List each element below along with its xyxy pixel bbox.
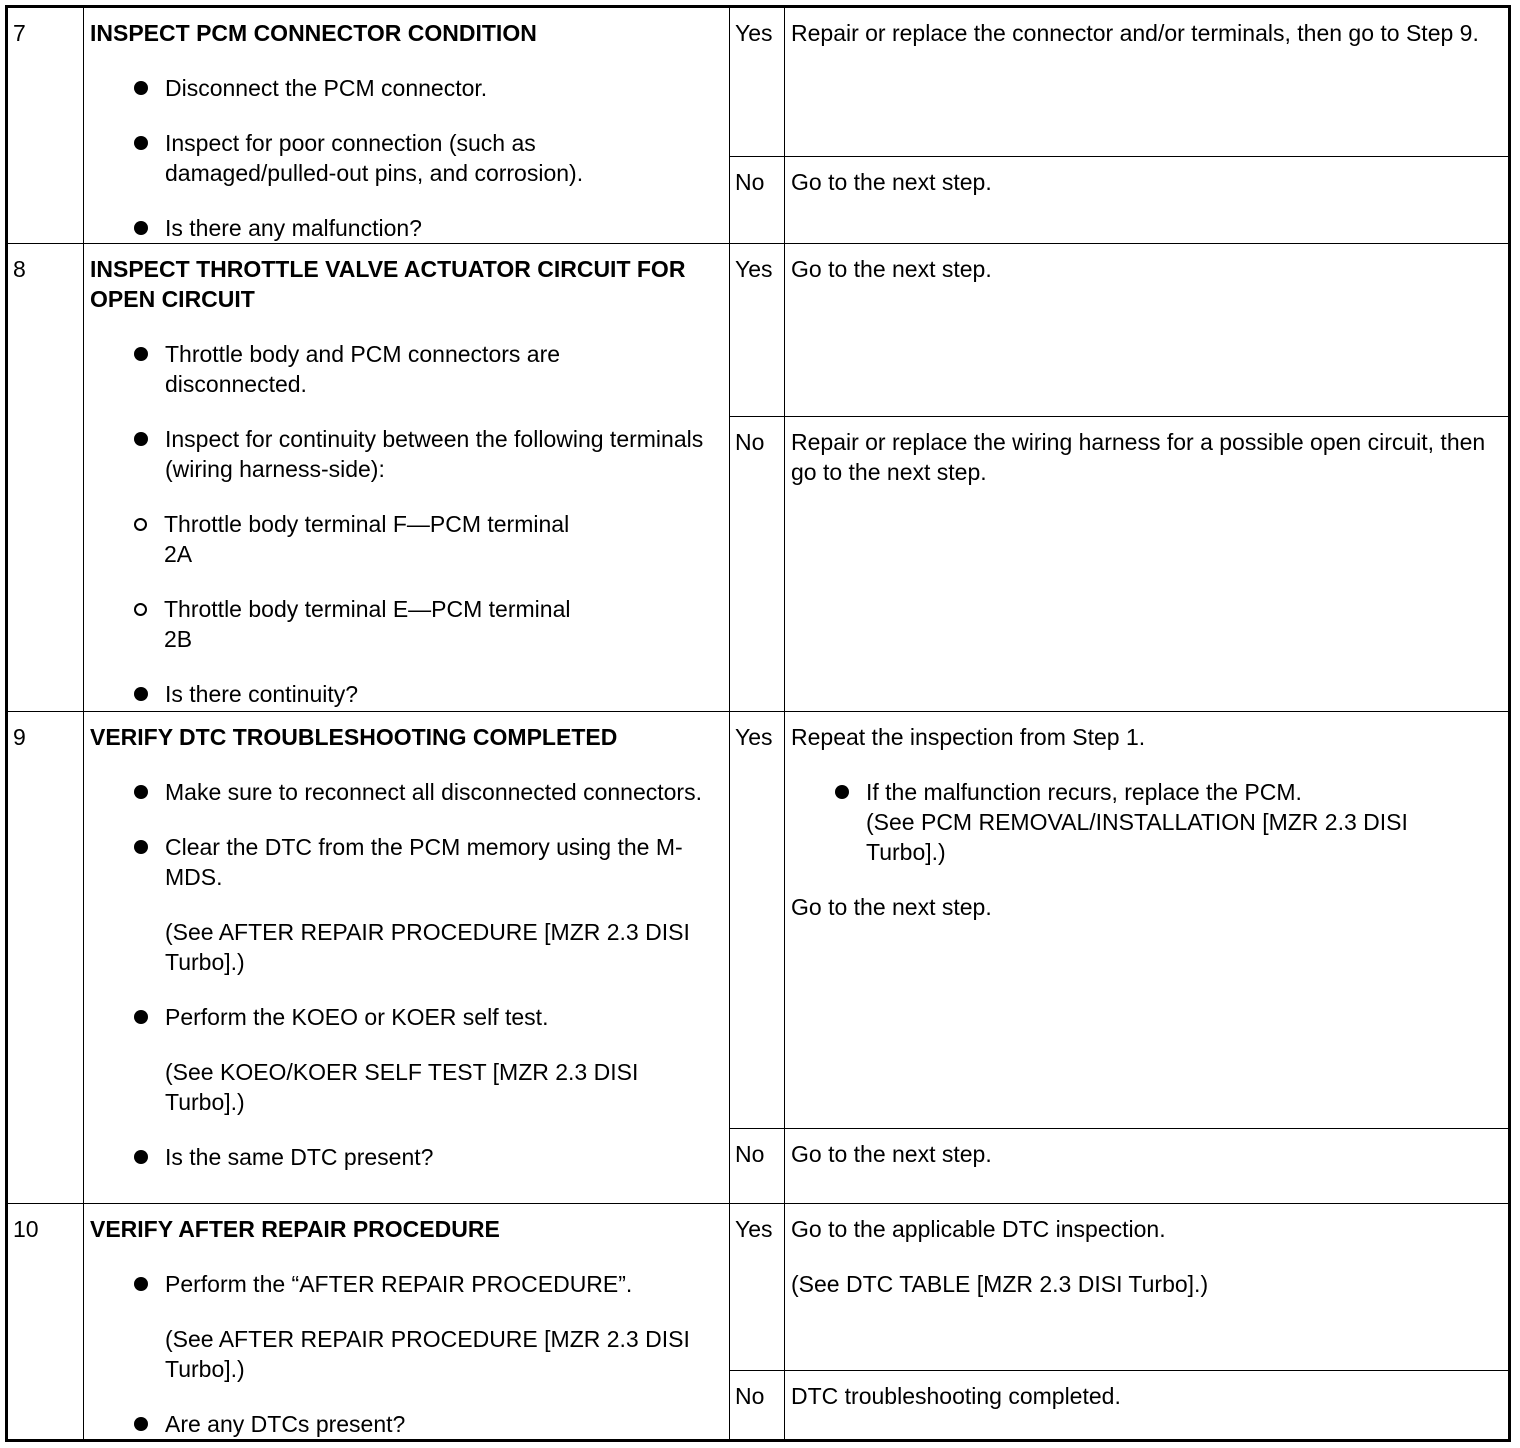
step-number: 8 [7, 244, 84, 712]
action-bullet: Throttle body and PCM connectors are disconnected. [90, 339, 725, 399]
step-title: VERIFY AFTER REPAIR PROCEDURE [90, 1216, 500, 1242]
step-9-yes-row [7, 712, 1510, 1129]
reference-note: (See AFTER REPAIR PROCEDURE [MZR 2.3 DISI Turbo].) [165, 919, 690, 975]
no-result-text: Go to the next step. [791, 169, 992, 195]
action-bullet: Disconnect the PCM connector. [90, 73, 725, 103]
yes-result-text: Repair or replace the connector and/or terminals, then go to Step 9. [791, 20, 1479, 46]
no-result [785, 1370, 1510, 1440]
yes-label: Yes [730, 244, 785, 417]
action-bullet [90, 424, 725, 654]
no-label: No [730, 157, 785, 244]
action-bullet: Are any DTCs present? [90, 1409, 725, 1439]
action-bullet [90, 1002, 725, 1117]
action-bullet-text: Perform the “AFTER REPAIR PROCEDURE”. [165, 1271, 633, 1297]
yes-result [785, 244, 1510, 417]
action-bullet: Is there any malfunction? [90, 213, 725, 243]
yes-label: Yes [730, 7, 785, 157]
reference-note: (See DTC TABLE [MZR 2.3 DISI Turbo].) [791, 1271, 1209, 1297]
no-result-text: DTC troubleshooting completed. [791, 1382, 1121, 1409]
step-number: 7 [7, 7, 84, 244]
result-bullet [791, 777, 1504, 867]
action-bullet-text: Perform the KOEO or KOER self test. [165, 1004, 549, 1030]
step-number: 9 [7, 712, 84, 1204]
action-bullet: Inspect for poor connection (such as damaged/pulled-out pins, and corrosion). [90, 128, 725, 188]
step-number: 10 [7, 1204, 84, 1441]
action-bullet: Make sure to reconnect all disconnected connectors. [90, 777, 725, 807]
no-label: No [730, 1129, 785, 1204]
yes-result-text: Repeat the inspection from Step 1. [791, 724, 1146, 750]
yes-result-text: Go to the applicable DTC inspection. [791, 1216, 1166, 1242]
no-result-text: Go to the next step. [791, 1141, 992, 1167]
reference-note: (See AFTER REPAIR PROCEDURE [MZR 2.3 DISI Turbo].) [165, 1326, 690, 1382]
step-10-yes-row [7, 1204, 1510, 1371]
result-bullet-text: If the malfunction recurs, replace the PCM. [866, 779, 1302, 805]
yes-result [785, 712, 1510, 1129]
sub-bullet: Throttle body terminal E—PCM terminal 2B [90, 594, 705, 654]
yes-label: Yes [730, 1204, 785, 1371]
no-result [785, 1129, 1510, 1204]
step-action-cell [84, 7, 730, 244]
step-title: VERIFY DTC TROUBLESHOOTING COMPLETED [90, 724, 618, 750]
yes-result-text: Go to the next step. [791, 256, 992, 282]
reference-note: (See PCM REMOVAL/INSTALLATION [MZR 2.3 DISI Turbo].) [866, 809, 1408, 865]
no-result [785, 417, 1510, 712]
action-bullet [90, 832, 725, 977]
action-bullet-text: Clear the DTC from the PCM memory using the M-MDS. [165, 834, 683, 890]
step-action-cell [84, 1204, 730, 1441]
yes-result [785, 7, 1510, 157]
step-action-cell [84, 712, 730, 1204]
no-label: No [730, 1370, 785, 1440]
action-bullet-text: Inspect for continuity between the following terminals (wiring harness-side): [165, 426, 704, 482]
step-7-yes-row [7, 7, 1510, 157]
action-bullet: Is there continuity? [90, 679, 725, 709]
step-title: INSPECT PCM CONNECTOR CONDITION [90, 20, 537, 46]
no-result-text: Repair or replace the wiring harness for a possible open circuit, then go to the next step. [791, 429, 1486, 485]
reference-note: (See KOEO/KOER SELF TEST [MZR 2.3 DISI Turbo].) [165, 1059, 639, 1115]
yes-result-text: Go to the next step. [791, 894, 992, 920]
no-result [785, 157, 1510, 244]
sub-bullet: Throttle body terminal F—PCM terminal 2A [90, 509, 705, 569]
step-title: INSPECT THROTTLE VALVE ACTUATOR CIRCUIT FOR OPEN CIRCUIT [90, 256, 686, 312]
step-8-yes-row [7, 244, 1510, 417]
action-bullet [90, 1269, 725, 1384]
action-bullet: Is the same DTC present? [90, 1142, 725, 1172]
no-label: No [730, 417, 785, 712]
step-action-cell [84, 244, 730, 712]
yes-label: Yes [730, 712, 785, 1129]
yes-result [785, 1204, 1510, 1371]
diagnostic-procedure-table [5, 5, 1511, 1442]
